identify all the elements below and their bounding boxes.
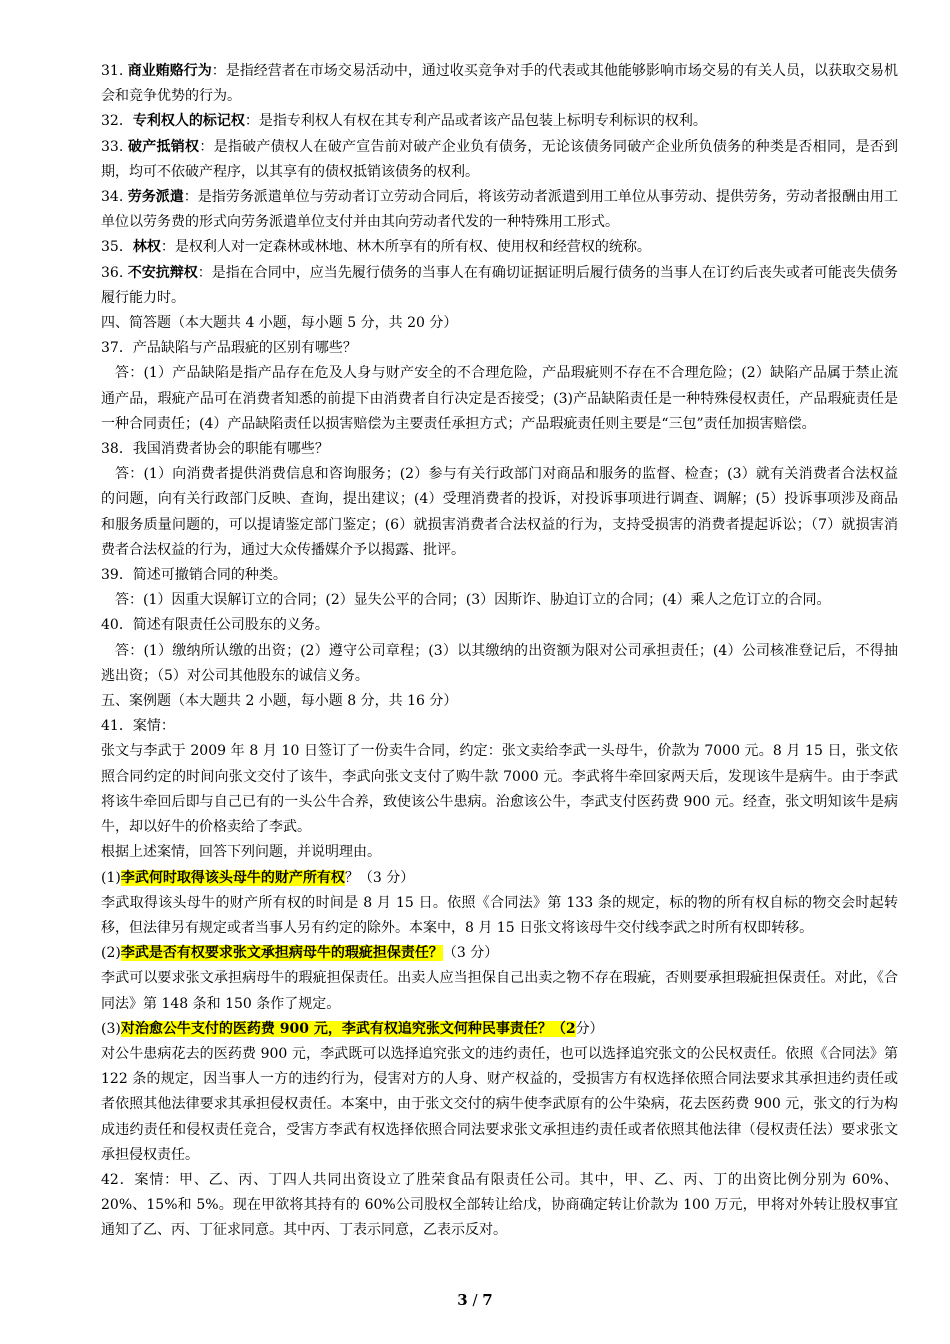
definition-body: ：是指在合同中，应当先履行债务的当事人在有确切证据证明后履行债务的当事人在订约后丧失或者可能丧失债务履行能力时。 xyxy=(101,264,899,306)
question-points: ？（3 分） xyxy=(344,869,415,886)
definition-term: 破产抵销权 xyxy=(127,138,200,155)
question-number: (3) xyxy=(101,1020,121,1037)
case-41-answer-3: 对公牛患病花去的医药费 900 元，李武既可以选择追究张文的违约责任，也可以选择追究张文的公民权责任。依照《合同法》第 122 条的规定，因当事人一方的违约行为，侵害对方的人身、财产权益的，受损害方有权选择依照合同法要求其承担违约责任或者依照其他法律要求其承担侵权责任。本案中，由于张文交付的病牛使李武原有的公牛染病，花去医药费 900 元，张文的行为构成违约责任和侵权责任竞合，受害方李武有权选择依照合同法要求张文承担违约责任或者依照其他法律（侵权责任法）要求张文承担侵权责任。 xyxy=(101,1045,898,1163)
definition-term: 林权 xyxy=(132,239,161,256)
question-number: (1) xyxy=(101,869,121,886)
definition-35 xyxy=(101,235,898,260)
case-41-question-1 xyxy=(101,866,898,891)
case-42: 42．案情：甲、乙、丙、丁四人共同出资设立了胜荣食品有限责任公司。其中，甲、乙、丙、丁的出资比例分别为 60%、20%、15%和 5%。现在甲欲将其持有的 60%公司股权全部转让给戊，协商确定转让价款为 100 万元，甲将对外转让股权事宜通知了乙、丙、丁征求同意。其中丙、丁表示同意，乙表示反对。 xyxy=(101,1171,898,1239)
definition-number: 35． xyxy=(101,239,133,256)
section-heading-short-answer: 四、简答题（本大题共 4 小题，每小题 5 分，共 20 分） xyxy=(101,315,458,332)
question-points: 分） xyxy=(575,1020,604,1037)
page-total: 7 xyxy=(482,1291,493,1309)
case-41-answer-2: 李武可以要求张文承担病母牛的瑕疵担保责任。出卖人应当担保自己出卖之物不存在瑕疵，否则要承担瑕疵担保责任。对此，《合同法》第 148 条和 150 条作了规定。 xyxy=(101,970,898,1012)
highlighted-question: 对治愈公牛支付的医药费 900 元，李武有权追究张文何种民事责任？（2 xyxy=(120,1020,576,1037)
case-41-answer-1: 李武取得该头母牛的财产所有权的时间是 8 月 15 日。依照《合同法》第 133 条的规定，标的物的所有权自标的物交会时起转移，但法律另有规定或者当事人另有约定的除外。本案中，8 月 15 日张文将该母牛交付线李武之时所有权即转移。 xyxy=(101,894,898,936)
definition-36 xyxy=(101,261,898,311)
definition-term: 劳务派遣 xyxy=(127,189,184,206)
definition-term: 不安抗辩权 xyxy=(127,264,198,281)
case-41-question-2 xyxy=(101,941,898,966)
definition-34 xyxy=(101,185,898,235)
page-separator: / xyxy=(467,1291,483,1309)
definition-body: ：是指破产债权人在破产宣告前对破产企业负有债务，无论该债务同破产企业所负债务的种类是否相同，是否到期，均可不依破产程序，以其享有的债权抵销该债务的权利。 xyxy=(101,138,899,180)
page-number: 3 xyxy=(457,1291,468,1309)
highlighted-question: 李武是否有权要求张文承担病母牛的瑕疵担保责任？ xyxy=(120,945,443,962)
answer-40: 答：(1）缴纳所认缴的出资；(2）遵守公司章程；(3）以其缴纳的出资额为限对公司承担责任；(4）公司核准登记后，不得抽逃出资；（5）对公司其他股东的诚信义务。 xyxy=(101,642,898,684)
definition-body: ：是指专利权人有权在其专利产品或者该产品包装上标明专利标识的权利。 xyxy=(244,113,707,130)
answer-39: 答：(1）因重大误解订立的合同；(2）显失公平的合同；(3）因斯诈、胁迫订立的合同；(4）乘人之危订立的合同。 xyxy=(115,592,831,609)
question-points: （3 分） xyxy=(442,945,499,962)
definition-term: 商业贿赂行为 xyxy=(127,63,212,79)
highlighted-question: 李武何时取得该头母牛的财产所有权 xyxy=(120,869,345,886)
answer-37: 答：(1）产品缺陷是指产品存在危及人身与财产安全的不合理危险，产品瑕疵则不存在不合理危险；(2）缺陷产品属于禁止流通产品，瑕疵产品可在消费者知悉的前提下由消费者自行决定是否接受；(3)产品缺陷责任是一种特殊侵权责任，产品瑕疵责任是一种合同责任；(4）产品缺陷责任以损害赔偿为主要责任承担方式；产品瑕疵责任则主要是“三包”责任加损害赔偿。 xyxy=(101,365,898,432)
case-41-facts: 张文与李武于 2009 年 8 月 10 日签订了一份卖牛合同，约定：张文卖给李武一头母牛，价款为 7000 元。8 月 15 日，张文依照合同约定的时间向张文交付了该牛，李武向张文支付了购牛款 7000 元。李武将牛牵回家两天后，发现该牛是病牛。由于李武将该牛牵回后即与自己已有的一头公牛合养，致使该公牛患病。治愈该公牛，李武支付医药费 900 元。经查，张文明知该牛是病牛，却以好牛的价格卖给了李武。 xyxy=(101,743,898,836)
definition-number: 32． xyxy=(101,113,133,130)
question-40: 40．简述有限责任公司股东的义务。 xyxy=(101,617,329,634)
page-content xyxy=(101,59,898,1244)
section-heading-case-study: 五、案例题（本大题共 2 小题，每小题 8 分，共 16 分） xyxy=(101,693,458,710)
case-41-question-3 xyxy=(101,1017,898,1042)
question-38: 38．我国消费者协会的职能有哪些？ xyxy=(101,441,329,458)
question-39: 39．简述可撤销合同的种类。 xyxy=(101,567,287,584)
definition-number: 31. xyxy=(101,63,128,79)
definition-body: ：是指劳务派遣单位与劳动者订立劳动合同后，将该劳动者派遣到用工单位从事劳动、提供劳务，劳动者报酬由用工单位以劳务费的形式向劳务派遣单位支付并由其向劳动者代发的一种特殊用工形式。 xyxy=(101,189,899,231)
definition-32 xyxy=(101,109,898,134)
definition-number: 36. xyxy=(101,264,128,281)
answer-38: 答：(1）向消费者提供消费信息和咨询服务；(2）参与有关行政部门对商品和服务的监督、检查；(3）就有关消费者合法权益的问题，向有关行政部门反映、查询，提出建议；(4）受理消费者的投诉，对投诉事项进行调查、调解；(5）投诉事项涉及商品和服务质量问题的，可以提请鉴定部门鉴定；(6）就损害消费者合法权益的行为，支持受损害的消费者提起诉讼；（7）就损害消费者合法权益的行为，通过大众传播媒介予以揭露、批评。 xyxy=(101,466,898,558)
definition-body: ：是指经营者在市场交易活动中，通过收买竞争对手的代表或其他能够影响市场交易的有关人员，以获取交易机会和竞争优势的行为。 xyxy=(101,63,899,105)
page-footer xyxy=(0,1291,950,1309)
definition-31 xyxy=(101,59,898,109)
case-41-prompt: 根据上述案情，回答下列问题，并说明理由。 xyxy=(101,844,381,861)
question-number: (2) xyxy=(101,945,121,962)
definition-body: ：是权利人对一定森林或林地、林木所享有的所有权、使用权和经营权的统称。 xyxy=(160,239,651,256)
definition-33 xyxy=(101,135,898,185)
definition-term: 专利权人的标记权 xyxy=(132,113,245,130)
case-41-label: 41．案情： xyxy=(101,718,175,735)
question-37: 37．产品缺陷与产品瑕疵的区别有哪些？ xyxy=(101,340,357,357)
definition-number: 34. xyxy=(101,189,128,206)
definition-number: 33. xyxy=(101,138,128,155)
